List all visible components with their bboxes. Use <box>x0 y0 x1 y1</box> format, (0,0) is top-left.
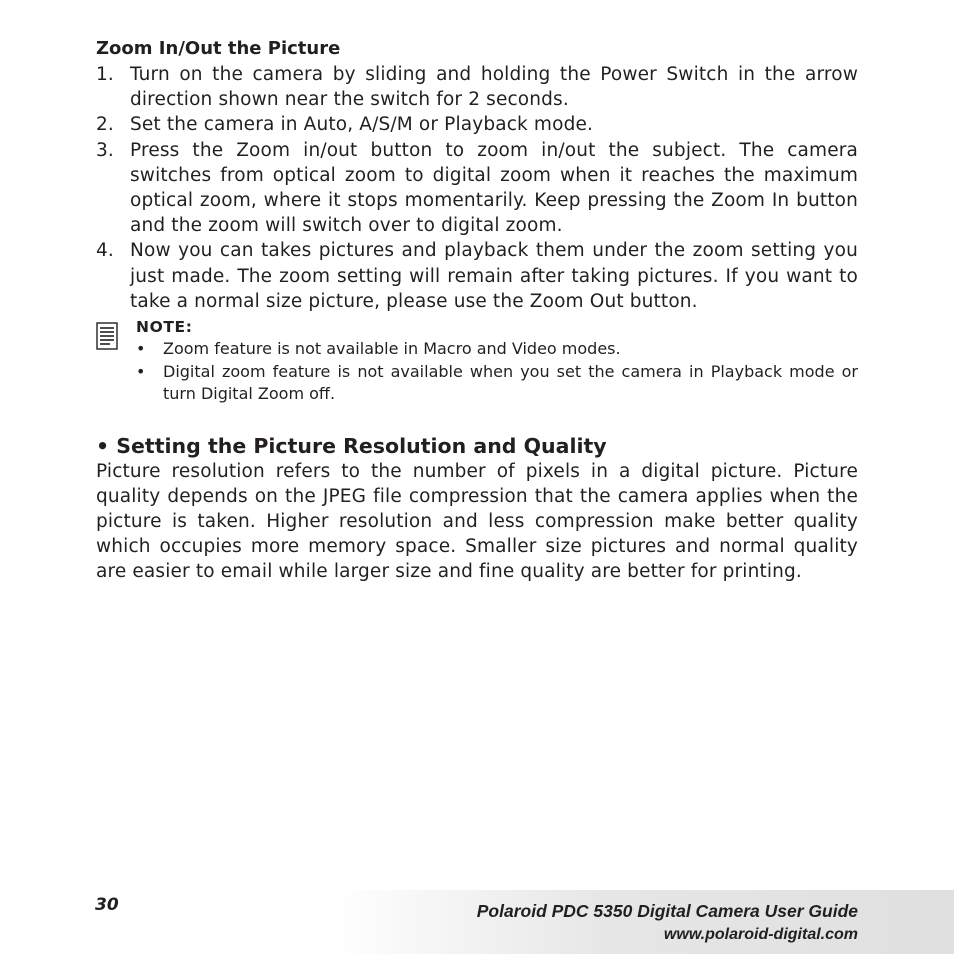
step-number: 2. <box>96 114 114 136</box>
note-item-text: Zoom feature is not available in Macro and Video modes. <box>163 339 621 359</box>
step-item <box>96 238 858 314</box>
step-number: 1. <box>96 64 114 85</box>
note-list <box>136 338 858 406</box>
note-item-text: Digital zoom feature is not available when you set the camera in Playback mode or turn Digital Zoom off. <box>163 361 858 404</box>
step-text: Set the camera in Auto, A/S/M or Playback mode. <box>130 114 594 136</box>
step-text: Press the Zoom in/out button to zoom in/out the subject. The camera switches from optical zoom to digital zoom when it reaches the maximum optical zoom, where it stops momentarily. Keep pressing the Zoom In button and the zoom will switch over to digital zoom. <box>130 139 858 237</box>
step-item <box>96 112 858 137</box>
footer-url: www.polaroid-digital.com <box>663 926 858 943</box>
bullet: • <box>136 339 146 359</box>
note-box <box>96 316 858 406</box>
bullet: • <box>136 361 146 381</box>
step-text: Now you can takes pictures and playback them under the zoom setting you just made. The zoom setting will remain after taking pictures. If you want to take a normal size picture, please use the Zoom Out button. <box>130 240 858 312</box>
resolution-section-title: • Setting the Picture Resolution and Quality <box>96 433 607 458</box>
zoom-section-title: Zoom In/Out the Picture <box>96 38 341 59</box>
step-item <box>96 138 858 239</box>
step-number: 3. <box>96 139 114 161</box>
page-number: 30 <box>95 895 119 915</box>
guide-title: Polaroid PDC 5350 Digital Camera User Guide <box>476 901 858 921</box>
note-item <box>136 361 858 406</box>
note-icon <box>96 322 118 350</box>
zoom-steps-list <box>96 62 858 314</box>
resolution-paragraph: Picture resolution refers to the number of pixels in a digital picture. Picture quality depends on the JPEG file compression that the camera applies when the picture is taken. Higher resolution and less compression make better quality which occupies more memory space. Smaller size pictures and normal quality are easier to email while larger size and fine quality are better for printing. <box>96 460 858 583</box>
step-number: 4. <box>96 240 114 262</box>
step-item <box>96 62 858 112</box>
resolution-section <box>96 433 858 585</box>
step-text: Turn on the camera by sliding and holding the Power Switch in the arrow direction shown near the switch for 2 seconds. <box>130 64 858 111</box>
footer <box>477 899 858 947</box>
note-item <box>136 338 858 361</box>
page-content <box>96 36 858 585</box>
note-title: NOTE: <box>136 318 193 337</box>
